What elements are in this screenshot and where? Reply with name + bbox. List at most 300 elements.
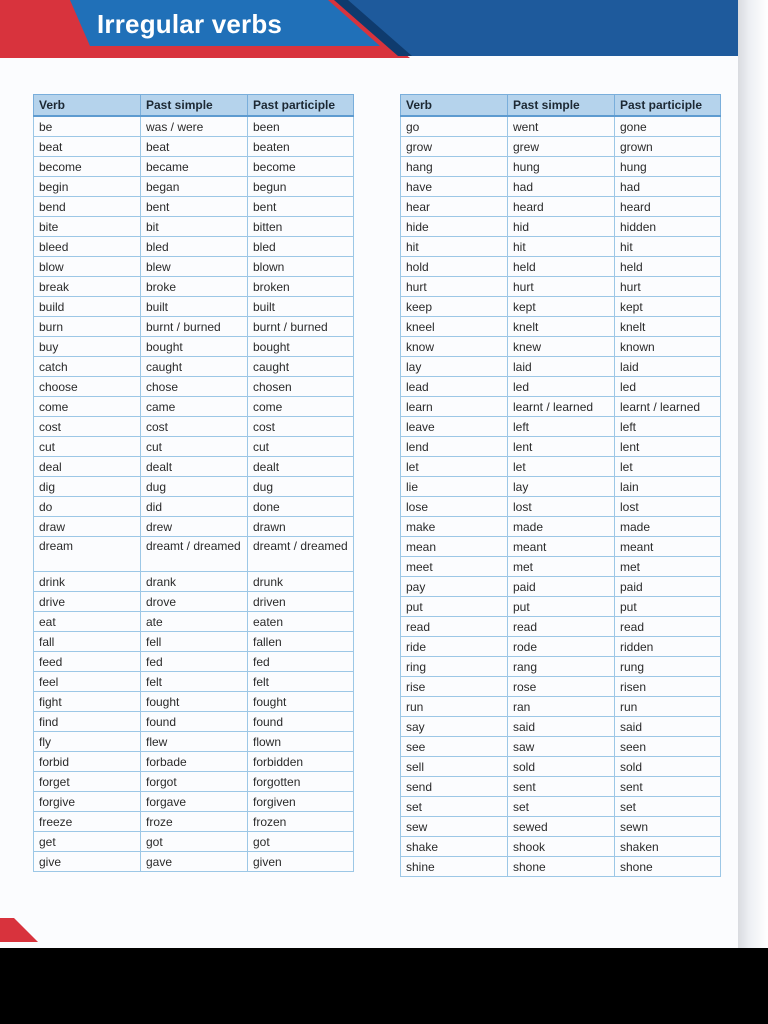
table-row xyxy=(34,497,354,517)
past-simple-cell: laid xyxy=(508,357,615,377)
verb-cell: give xyxy=(34,852,141,872)
past-participle-cell: heard xyxy=(615,197,721,217)
past-participle-cell: chosen xyxy=(248,377,354,397)
past-simple-cell: sent xyxy=(508,777,615,797)
past-participle-cell: sold xyxy=(615,757,721,777)
table-row xyxy=(401,817,721,837)
column-header-past-participle: Past participle xyxy=(248,95,354,117)
table-row xyxy=(34,417,354,437)
table-row xyxy=(401,517,721,537)
table-row xyxy=(34,337,354,357)
verb-cell: forget xyxy=(34,772,141,792)
past-simple-cell: ran xyxy=(508,697,615,717)
verb-cell: feed xyxy=(34,652,141,672)
past-simple-cell: paid xyxy=(508,577,615,597)
past-participle-cell: fed xyxy=(248,652,354,672)
past-simple-cell: bled xyxy=(141,237,248,257)
table-row xyxy=(401,157,721,177)
verb-cell: fall xyxy=(34,632,141,652)
verb-cell: dream xyxy=(34,537,141,572)
past-simple-cell: blew xyxy=(141,257,248,277)
past-participle-cell: flown xyxy=(248,732,354,752)
past-participle-cell: lain xyxy=(615,477,721,497)
past-simple-cell: hid xyxy=(508,217,615,237)
verb-cell: bend xyxy=(34,197,141,217)
past-simple-cell: froze xyxy=(141,812,248,832)
verb-cell: bite xyxy=(34,217,141,237)
page-title: Irregular verbs xyxy=(97,9,283,39)
past-simple-cell: cost xyxy=(141,417,248,437)
past-participle-cell: left xyxy=(615,417,721,437)
page-corner-mark xyxy=(0,918,40,942)
table-row xyxy=(34,137,354,157)
table-row xyxy=(34,537,354,572)
past-simple-cell: led xyxy=(508,377,615,397)
past-participle-cell: forgotten xyxy=(248,772,354,792)
table-row xyxy=(34,357,354,377)
past-simple-cell: knelt xyxy=(508,317,615,337)
table-row xyxy=(401,597,721,617)
verbs-table-right xyxy=(400,94,721,877)
past-participle-cell: lent xyxy=(615,437,721,457)
past-participle-cell: held xyxy=(615,257,721,277)
table-row xyxy=(34,692,354,712)
verb-cell: sell xyxy=(401,757,508,777)
verb-cell: blow xyxy=(34,257,141,277)
table-row xyxy=(401,177,721,197)
past-simple-cell: hung xyxy=(508,157,615,177)
verb-cell: be xyxy=(34,116,141,137)
verbs-table-left xyxy=(33,94,354,872)
table-row xyxy=(34,197,354,217)
column-header-verb: Verb xyxy=(401,95,508,117)
past-participle-cell: driven xyxy=(248,592,354,612)
past-simple-cell: forgave xyxy=(141,792,248,812)
verb-cell: let xyxy=(401,457,508,477)
past-participle-cell: drunk xyxy=(248,572,354,592)
verb-cell: rise xyxy=(401,677,508,697)
verb-cell: hang xyxy=(401,157,508,177)
verb-cell: eat xyxy=(34,612,141,632)
verb-cell: lay xyxy=(401,357,508,377)
column-header-past-participle: Past participle xyxy=(615,95,721,117)
past-participle-cell: bitten xyxy=(248,217,354,237)
verb-cell: forbid xyxy=(34,752,141,772)
verb-cell: lose xyxy=(401,497,508,517)
past-simple-cell: read xyxy=(508,617,615,637)
verb-cell: freeze xyxy=(34,812,141,832)
table-row xyxy=(401,257,721,277)
past-simple-cell: saw xyxy=(508,737,615,757)
past-simple-cell: bought xyxy=(141,337,248,357)
past-participle-cell: paid xyxy=(615,577,721,597)
verb-cell: lie xyxy=(401,477,508,497)
column-header-past-simple: Past simple xyxy=(141,95,248,117)
verb-cell: sew xyxy=(401,817,508,837)
table-row xyxy=(34,832,354,852)
table-row xyxy=(401,237,721,257)
table-row xyxy=(34,477,354,497)
past-simple-cell: ate xyxy=(141,612,248,632)
past-participle-cell: put xyxy=(615,597,721,617)
table-row xyxy=(34,377,354,397)
verb-cell: run xyxy=(401,697,508,717)
table-row xyxy=(401,417,721,437)
verbs-table-body xyxy=(34,116,354,872)
table-row xyxy=(401,277,721,297)
past-participle-cell: cost xyxy=(248,417,354,437)
verb-cell: send xyxy=(401,777,508,797)
past-simple-cell: bent xyxy=(141,197,248,217)
table-row xyxy=(34,732,354,752)
verb-cell: mean xyxy=(401,537,508,557)
past-simple-cell: heard xyxy=(508,197,615,217)
table-row xyxy=(34,612,354,632)
verb-cell: drink xyxy=(34,572,141,592)
verb-cell: draw xyxy=(34,517,141,537)
past-simple-cell: grew xyxy=(508,137,615,157)
past-simple-cell: drove xyxy=(141,592,248,612)
verbs-table-body xyxy=(401,116,721,877)
past-participle-cell: grown xyxy=(615,137,721,157)
past-participle-cell: led xyxy=(615,377,721,397)
past-participle-cell: let xyxy=(615,457,721,477)
past-participle-cell: eaten xyxy=(248,612,354,632)
table-row xyxy=(401,757,721,777)
past-participle-cell: begun xyxy=(248,177,354,197)
past-simple-cell: was / were xyxy=(141,116,248,137)
verb-cell: beat xyxy=(34,137,141,157)
past-participle-cell: bought xyxy=(248,337,354,357)
table-row xyxy=(34,572,354,592)
verb-cell: keep xyxy=(401,297,508,317)
table-row xyxy=(34,672,354,692)
past-participle-cell: set xyxy=(615,797,721,817)
past-simple-cell: dealt xyxy=(141,457,248,477)
verb-cell: leave xyxy=(401,417,508,437)
verb-cell: set xyxy=(401,797,508,817)
past-simple-cell: went xyxy=(508,116,615,137)
table-row xyxy=(401,677,721,697)
past-participle-cell: drawn xyxy=(248,517,354,537)
past-participle-cell: bent xyxy=(248,197,354,217)
table-row xyxy=(401,737,721,757)
table-row xyxy=(401,577,721,597)
verb-cell: find xyxy=(34,712,141,732)
past-participle-cell: known xyxy=(615,337,721,357)
past-simple-cell: shook xyxy=(508,837,615,857)
table-row xyxy=(401,317,721,337)
verb-cell: go xyxy=(401,116,508,137)
verb-cell: do xyxy=(34,497,141,517)
table-row xyxy=(401,337,721,357)
table-row xyxy=(34,457,354,477)
verb-cell: break xyxy=(34,277,141,297)
verb-cell: buy xyxy=(34,337,141,357)
past-simple-cell: met xyxy=(508,557,615,577)
past-participle-cell: seen xyxy=(615,737,721,757)
past-participle-cell: been xyxy=(248,116,354,137)
past-participle-cell: forgiven xyxy=(248,792,354,812)
verb-cell: hold xyxy=(401,257,508,277)
verb-cell: see xyxy=(401,737,508,757)
verb-cell: put xyxy=(401,597,508,617)
verb-cell: lead xyxy=(401,377,508,397)
past-simple-cell: drank xyxy=(141,572,248,592)
past-simple-cell: sold xyxy=(508,757,615,777)
past-participle-cell: had xyxy=(615,177,721,197)
past-simple-cell: came xyxy=(141,397,248,417)
verb-cell: feel xyxy=(34,672,141,692)
verb-cell: get xyxy=(34,832,141,852)
past-participle-cell: read xyxy=(615,617,721,637)
past-simple-cell: cut xyxy=(141,437,248,457)
past-participle-cell: given xyxy=(248,852,354,872)
past-simple-cell: got xyxy=(141,832,248,852)
past-participle-cell: hurt xyxy=(615,277,721,297)
verb-cell: learn xyxy=(401,397,508,417)
table-row xyxy=(401,717,721,737)
past-simple-cell: felt xyxy=(141,672,248,692)
past-participle-cell: kept xyxy=(615,297,721,317)
past-simple-cell: knew xyxy=(508,337,615,357)
past-simple-cell: kept xyxy=(508,297,615,317)
past-participle-cell: shaken xyxy=(615,837,721,857)
verb-cell: know xyxy=(401,337,508,357)
table-row xyxy=(401,637,721,657)
table-row xyxy=(401,297,721,317)
table-row xyxy=(34,277,354,297)
table-row xyxy=(34,632,354,652)
past-participle-cell: caught xyxy=(248,357,354,377)
table-row xyxy=(34,812,354,832)
table-row xyxy=(34,397,354,417)
past-simple-cell: became xyxy=(141,157,248,177)
past-participle-cell: done xyxy=(248,497,354,517)
past-participle-cell: hit xyxy=(615,237,721,257)
table-header-row xyxy=(401,95,721,117)
verb-cell: build xyxy=(34,297,141,317)
table-row xyxy=(34,217,354,237)
table-row xyxy=(34,237,354,257)
verb-cell: grow xyxy=(401,137,508,157)
past-participle-cell: learnt / learned xyxy=(615,397,721,417)
past-simple-cell: let xyxy=(508,457,615,477)
past-participle-cell: broken xyxy=(248,277,354,297)
past-participle-cell: said xyxy=(615,717,721,737)
table-row xyxy=(34,297,354,317)
table-row xyxy=(34,792,354,812)
past-simple-cell: put xyxy=(508,597,615,617)
verb-cell: lend xyxy=(401,437,508,457)
table-row xyxy=(401,197,721,217)
past-simple-cell: left xyxy=(508,417,615,437)
verb-cell: pay xyxy=(401,577,508,597)
table-row xyxy=(34,852,354,872)
table-row xyxy=(401,377,721,397)
past-participle-cell: felt xyxy=(248,672,354,692)
verb-cell: hit xyxy=(401,237,508,257)
past-participle-cell: forbidden xyxy=(248,752,354,772)
table-row xyxy=(401,437,721,457)
table-row xyxy=(401,657,721,677)
past-participle-cell: cut xyxy=(248,437,354,457)
past-participle-cell: hung xyxy=(615,157,721,177)
past-simple-cell: lost xyxy=(508,497,615,517)
past-simple-cell: forgot xyxy=(141,772,248,792)
past-simple-cell: fed xyxy=(141,652,248,672)
past-simple-cell: held xyxy=(508,257,615,277)
past-participle-cell: dealt xyxy=(248,457,354,477)
past-participle-cell: shone xyxy=(615,857,721,877)
past-participle-cell: fallen xyxy=(248,632,354,652)
table-row xyxy=(34,652,354,672)
table-row xyxy=(34,317,354,337)
verb-cell: deal xyxy=(34,457,141,477)
verb-cell: hear xyxy=(401,197,508,217)
table-row xyxy=(34,116,354,137)
past-simple-cell: shone xyxy=(508,857,615,877)
past-simple-cell: bit xyxy=(141,217,248,237)
table-row xyxy=(401,397,721,417)
past-simple-cell: sewed xyxy=(508,817,615,837)
table-row xyxy=(401,357,721,377)
table-row xyxy=(401,477,721,497)
verb-cell: catch xyxy=(34,357,141,377)
past-participle-cell: beaten xyxy=(248,137,354,157)
table-row xyxy=(401,116,721,137)
past-participle-cell: run xyxy=(615,697,721,717)
past-simple-cell: did xyxy=(141,497,248,517)
table-row xyxy=(401,137,721,157)
past-simple-cell: lay xyxy=(508,477,615,497)
table-row xyxy=(34,157,354,177)
table-row xyxy=(34,772,354,792)
table-row xyxy=(401,777,721,797)
past-simple-cell: dug xyxy=(141,477,248,497)
past-simple-cell: rang xyxy=(508,657,615,677)
table-row xyxy=(34,437,354,457)
verb-cell: fly xyxy=(34,732,141,752)
verb-cell: have xyxy=(401,177,508,197)
past-simple-cell: drew xyxy=(141,517,248,537)
past-simple-cell: rode xyxy=(508,637,615,657)
past-participle-cell: rung xyxy=(615,657,721,677)
column-header-verb: Verb xyxy=(34,95,141,117)
verb-cell: begin xyxy=(34,177,141,197)
past-simple-cell: learnt / learned xyxy=(508,397,615,417)
verb-cell: burn xyxy=(34,317,141,337)
table-row xyxy=(401,617,721,637)
table-row xyxy=(34,592,354,612)
table-row xyxy=(401,837,721,857)
past-participle-cell: gone xyxy=(615,116,721,137)
table-row xyxy=(401,497,721,517)
table-row xyxy=(34,177,354,197)
past-simple-cell: burnt / burned xyxy=(141,317,248,337)
past-participle-cell: bled xyxy=(248,237,354,257)
past-participle-cell: burnt / burned xyxy=(248,317,354,337)
past-participle-cell: fought xyxy=(248,692,354,712)
past-simple-cell: set xyxy=(508,797,615,817)
past-simple-cell: hurt xyxy=(508,277,615,297)
table-row xyxy=(34,257,354,277)
past-participle-cell: ridden xyxy=(615,637,721,657)
verb-cell: cost xyxy=(34,417,141,437)
column-header-past-simple: Past simple xyxy=(508,95,615,117)
verb-cell: ride xyxy=(401,637,508,657)
past-simple-cell: built xyxy=(141,297,248,317)
table-row xyxy=(401,557,721,577)
table-row xyxy=(34,712,354,732)
past-simple-cell: fell xyxy=(141,632,248,652)
verb-cell: fight xyxy=(34,692,141,712)
past-participle-cell: made xyxy=(615,517,721,537)
past-participle-cell: sewn xyxy=(615,817,721,837)
table-header-row xyxy=(34,95,354,117)
past-participle-cell: dug xyxy=(248,477,354,497)
verb-cell: read xyxy=(401,617,508,637)
verb-cell: meet xyxy=(401,557,508,577)
verb-cell: shake xyxy=(401,837,508,857)
past-participle-cell: become xyxy=(248,157,354,177)
past-participle-cell: lost xyxy=(615,497,721,517)
verb-cell: forgive xyxy=(34,792,141,812)
verb-cell: kneel xyxy=(401,317,508,337)
past-participle-cell: risen xyxy=(615,677,721,697)
past-participle-cell: sent xyxy=(615,777,721,797)
table-row xyxy=(34,752,354,772)
verb-cell: become xyxy=(34,157,141,177)
verb-cell: cut xyxy=(34,437,141,457)
past-participle-cell: knelt xyxy=(615,317,721,337)
verb-cell: dig xyxy=(34,477,141,497)
past-simple-cell: broke xyxy=(141,277,248,297)
past-participle-cell: blown xyxy=(248,257,354,277)
past-participle-cell: dreamt / dreamed xyxy=(248,537,354,572)
past-simple-cell: chose xyxy=(141,377,248,397)
past-participle-cell: frozen xyxy=(248,812,354,832)
past-participle-cell: got xyxy=(248,832,354,852)
verb-cell: shine xyxy=(401,857,508,877)
book-page-edge xyxy=(738,0,768,948)
table-row xyxy=(401,537,721,557)
table-row xyxy=(401,457,721,477)
verb-cell: drive xyxy=(34,592,141,612)
verb-cell: ring xyxy=(401,657,508,677)
verb-cell: hide xyxy=(401,217,508,237)
past-participle-cell: found xyxy=(248,712,354,732)
past-participle-cell: built xyxy=(248,297,354,317)
past-simple-cell: gave xyxy=(141,852,248,872)
verb-cell: come xyxy=(34,397,141,417)
past-participle-cell: meant xyxy=(615,537,721,557)
past-simple-cell: fought xyxy=(141,692,248,712)
past-simple-cell: made xyxy=(508,517,615,537)
verb-cell: hurt xyxy=(401,277,508,297)
past-simple-cell: meant xyxy=(508,537,615,557)
table-row xyxy=(34,517,354,537)
past-simple-cell: said xyxy=(508,717,615,737)
verb-cell: say xyxy=(401,717,508,737)
past-simple-cell: rose xyxy=(508,677,615,697)
past-participle-cell: hidden xyxy=(615,217,721,237)
past-participle-cell: met xyxy=(615,557,721,577)
past-simple-cell: hit xyxy=(508,237,615,257)
past-simple-cell: lent xyxy=(508,437,615,457)
past-simple-cell: forbade xyxy=(141,752,248,772)
past-simple-cell: had xyxy=(508,177,615,197)
